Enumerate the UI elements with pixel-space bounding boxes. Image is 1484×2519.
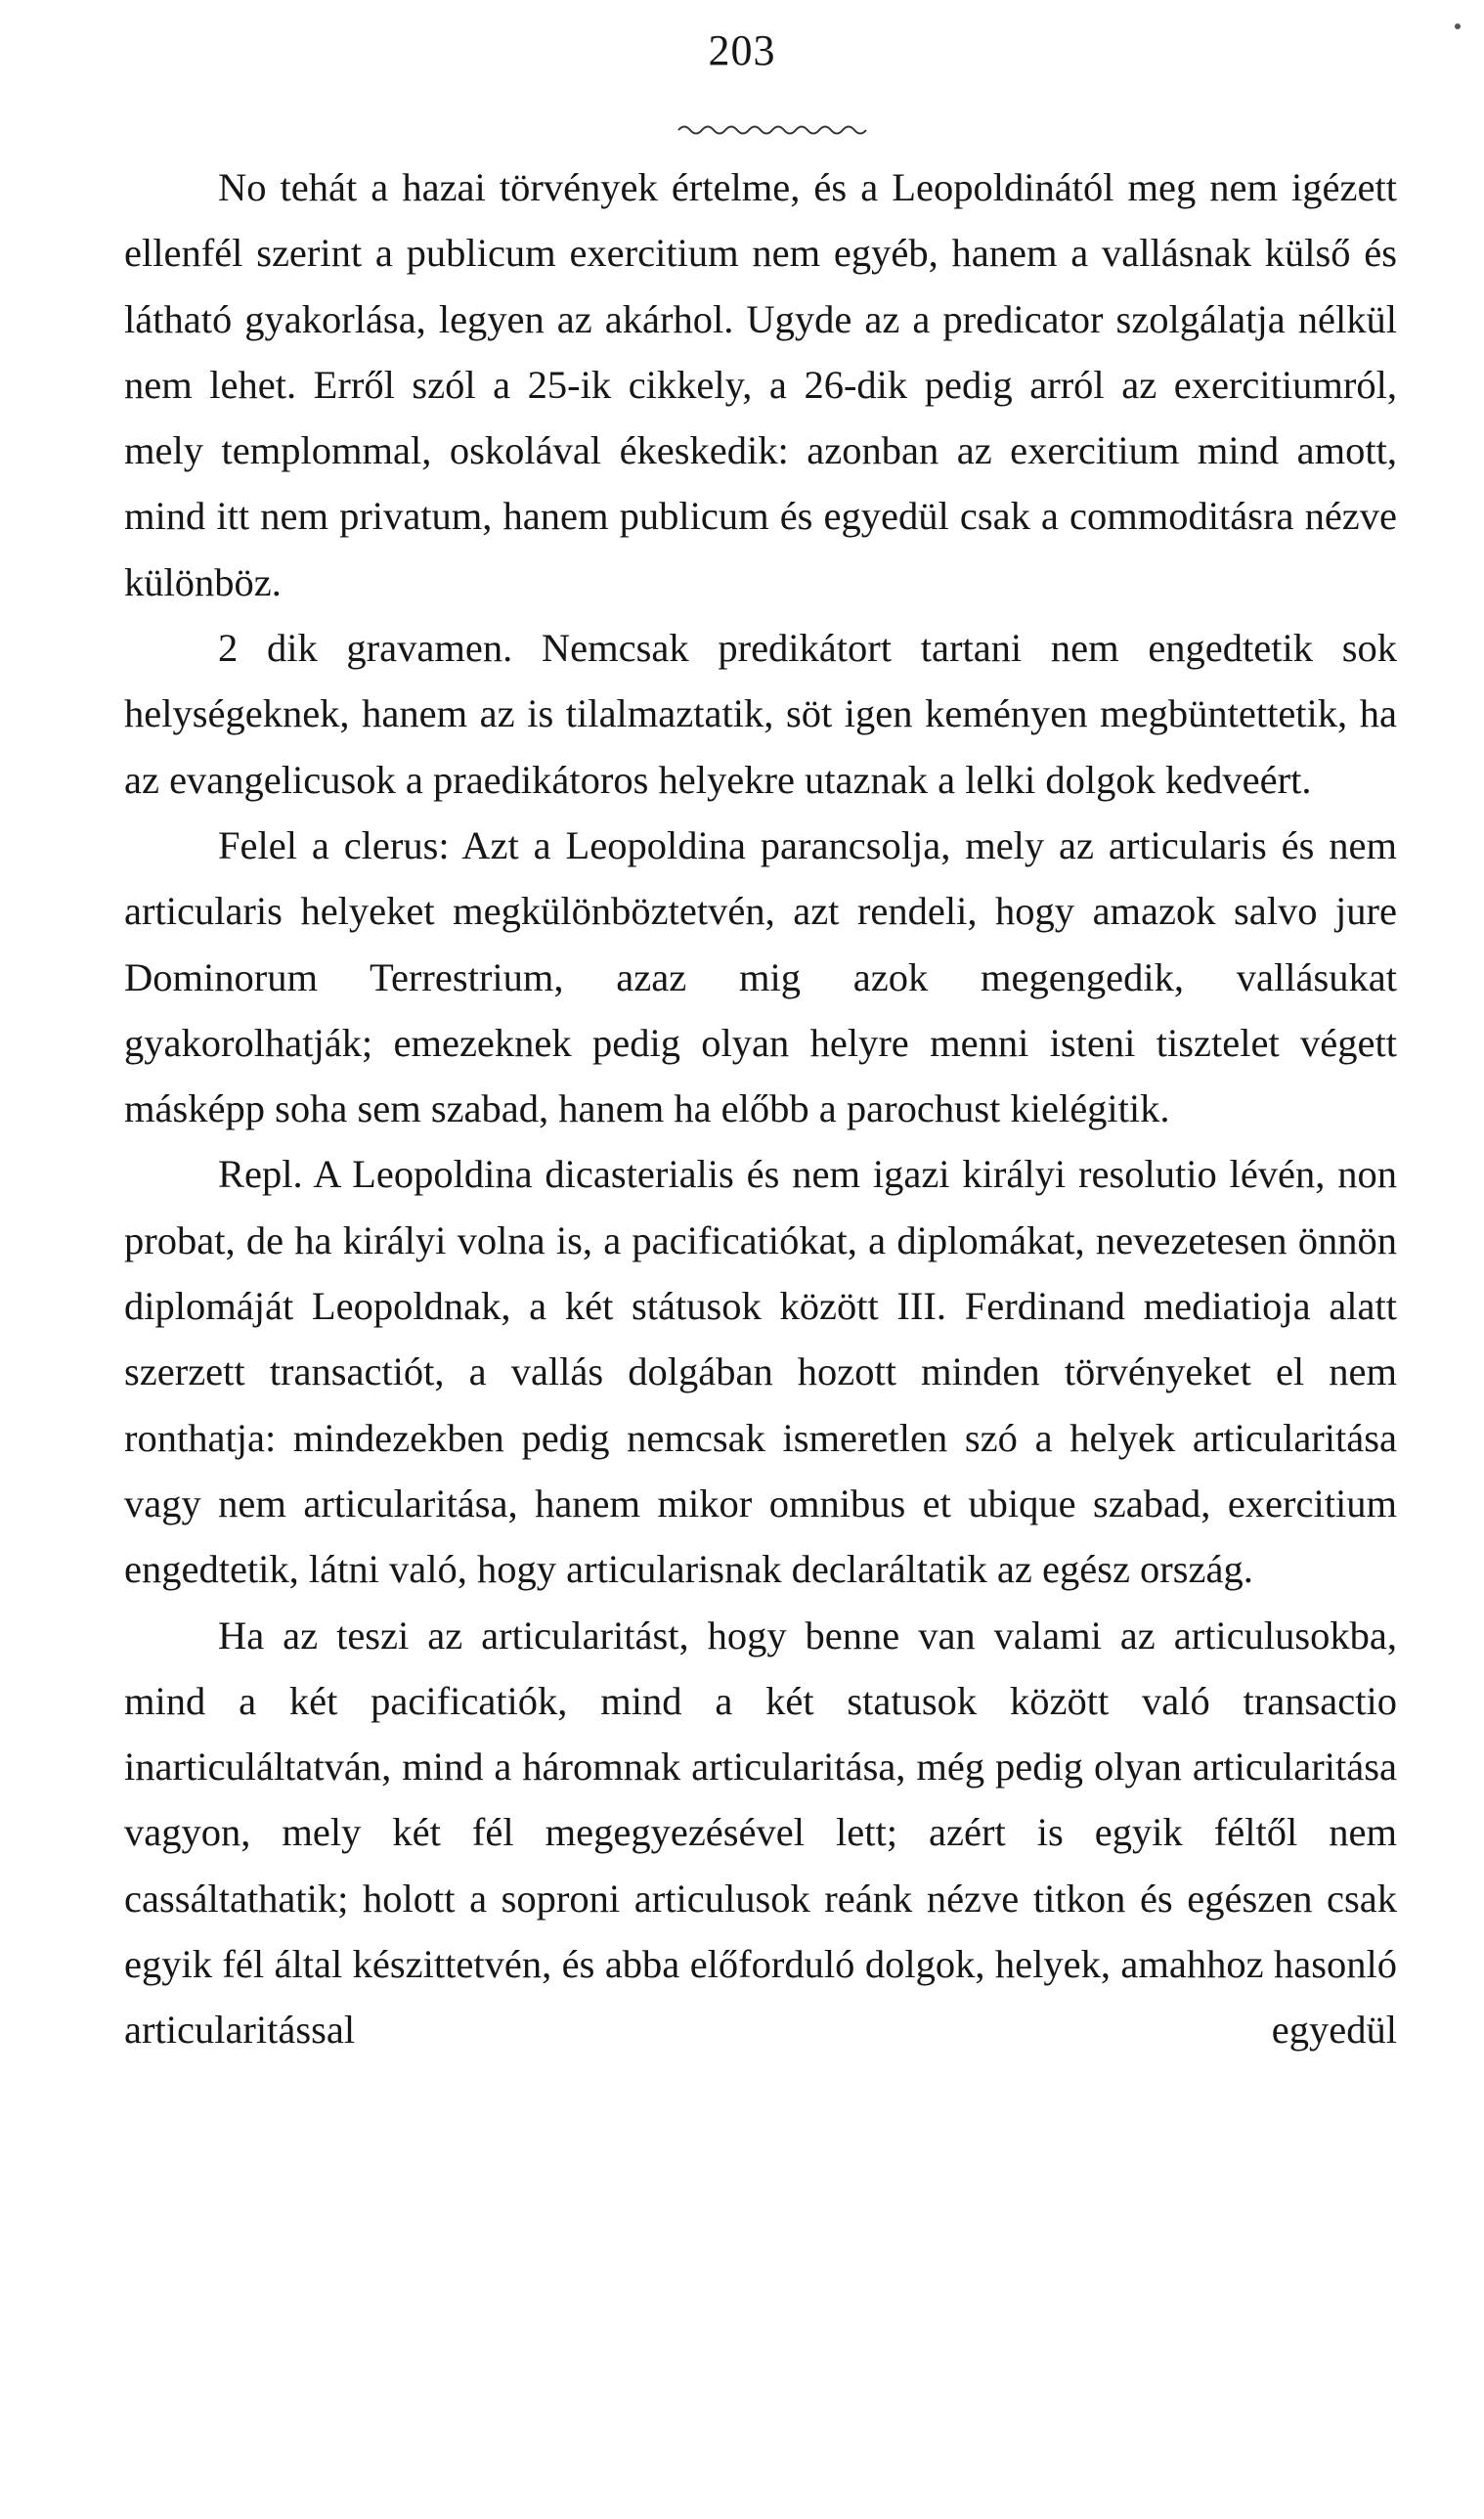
paragraph-3: Felel a clerus: Azt a Leopoldina parancsolja, mely az articularis és nem articularis helyeket megkülönböztetvén, azt rendeli, hogy amazok salvo jure Dominorum Terrestrium, azaz mig azok megengedik, vallásukat gyakorolhatják; emezeknek pedig olyan helyre menni isteni tisztelet végett másképp soha sem szabad, hanem ha előbb a parochust kielégitik. — [124, 822, 1397, 1131]
paragraph-1: No tehát a hazai törvények értelme, és a Leopoldinától meg nem igézett ellenfél szerint a publicum exercitium nem egyéb, hanem a vallásnak külső és látható gyakorlása, legyen az akárhol. Ugyde az a predicator szolgálatja nélkül nem lehet. Erről szól a 25-ik cikkely, a 26-dik pedig arról az exercitiumról, mely templommal, oskolával ékeskedik: azonban az exercitium mind amott, mind itt nem privatum, hanem publicum és egyedül csak a commoditásra nézve különböz. — [124, 165, 1397, 604]
paragraph-2: 2 dik gravamen. Nemcsak predikátort tartani nem engedtetik sok helységeknek, hanem az is tilalmaztatik, söt igen keményen megbüntettetik, ha az evangelicusok a praedikátoros helyekre utaznak a lelki dolgok kedveért. — [124, 626, 1397, 802]
wavy-rule-ornament — [675, 121, 870, 139]
paragraph-4: Repl. A Leopoldina dicasterialis és nem igazi királyi resolutio lévén, non probat, de ha királyi volna is, a pacificatiókat, a diplomákat, nevezetesen önnön diplomáját Leopoldnak, a két státusok között III. Ferdinand mediatioja alatt szerzett transactiót, a vallás dolgában hozott minden törvényeket el nem ronthatja: mindezekben pedig nemcsak ismeretlen szó a helyek articularitása vagy nem articularitása, hanem mikor omnibus et ubique szabad, exercitium engedtetik, látni való, hogy articularisnak declaráltatik az egész ország. — [124, 1152, 1397, 1592]
page-number: 203 — [708, 26, 776, 74]
paragraph-5: Ha az teszi az articularitást, hogy benne van valami az articulusokba, mind a két pacificatiók, mind a két statusok között való transactio inarticuláltatván, mind a háromnak articularitása, még pedig olyan articularitása vagyon, mely két fél megegyezésével lett; azért is egyik féltől nem cassáltathatik; holott a soproni articulusok reánk nézve titkon és egészen csak egyik fél által készittetvén, és abba előforduló dolgok, helyek, amahhoz hasonló articularitással egyedül — [124, 1613, 1397, 2053]
body-text — [124, 155, 1397, 2063]
